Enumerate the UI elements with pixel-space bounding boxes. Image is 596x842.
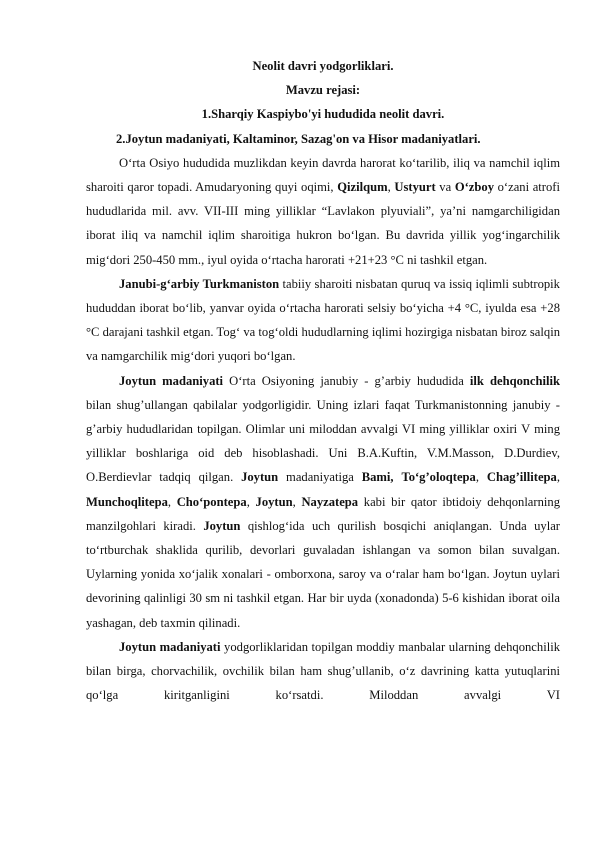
- bold-term: Joytun: [255, 494, 293, 509]
- bold-term: Qizilqum: [337, 180, 388, 195]
- text-run: ,: [292, 494, 302, 509]
- text-run: tabiiy sharoiti nisbatan quruq va issiq iqlimli subtropik hududdan iborat bo‘lib, yanvar oyida o‘rtacha harorati selsiy bo‘yicha +4 °C, iyulda esa +28 °C darajani tashkil etgan. Tog‘ va tog‘oldi hududlarning iqlimi hozirgiga nisbatan biroz salqin va namgarchilik mig‘dori yuqori bo‘lgan.: [86, 276, 560, 364]
- plan-item-1: 1.Sharqiy Kaspiybo'yi hududida neolit davri.: [201, 107, 445, 122]
- bold-term: Joytun: [241, 470, 279, 485]
- bold-term: Munchoqlitepa: [86, 494, 168, 509]
- bold-term: Nayzatepa: [301, 494, 359, 509]
- plan-item-2: 2.Joytun madaniyati, Kaltaminor, Sazag'on va Hisor madaniyatlari.: [116, 131, 481, 146]
- bold-term: Cho‘pontepa: [176, 494, 247, 509]
- bold-term: Bami,: [361, 470, 394, 485]
- text-run: o‘zani atrofi hududlarida mil. avv. VII-III ming yilliklar “Lavlakon plyuviali”, ya’ni namgarchiligidan iborat iliq va namchil iqlim sharoitiga hukron bo‘lgan. Bu davrida yillik yog‘ingarchilik mig‘dori 250-450 mm., iyul oyida o‘rtacha harorati +21+23 °C ni tashkil etgan.: [86, 180, 560, 267]
- paragraph-turkmenistan: [86, 272, 560, 369]
- text-run: kabi bir qator ibtidoiy dehqonlarning manzilgohlari kiradi.: [86, 494, 560, 533]
- bold-term: ilk dehqonchilik: [469, 373, 561, 388]
- bold-term: Joytun madaniyati: [119, 639, 221, 654]
- text-run: qishlog‘ida uch qurilish bosqichi aniqlangan. Unda uylar to‘rtburchak shaklida qurilib, devorlari guvaladan ishlangan va somon bilan suvalgan. Uylarning yonida xo‘jalik xonalari - omborxona, saroy va o‘ralar ham bo‘lgan. Joytun uylari devorining qalinligi 30 sm ni tashkil etgan. Har bir uyda (xonadonda) 5-6 kishidan iborat oila yashagan, deb taxmin qilinadi.: [86, 518, 560, 630]
- paragraph-joytun-findings: [86, 635, 560, 708]
- document-page: [86, 50, 560, 707]
- document-title: Neolit davri yodgorliklari.: [252, 59, 394, 73]
- text-run: ,: [475, 470, 487, 485]
- text-run: ,: [556, 470, 560, 485]
- text-run: ,: [246, 494, 256, 509]
- text-run: O‘rta Osiyo hududida muzlikdan keyin davrda harorat ko‘tarilib, iliq va namchil iqlim sharoiti qaror topadi. Amudaryoning quyi oqimi,: [86, 155, 560, 195]
- text-run: yodgorliklaridan topilgan moddiy manbalar ularning dehqonchilik bilan birga, chorvachilik, ovchilik bilan ham shug’ullanib, o‘z davrining katta yutuqlarini qo‘lga kiritganligini ko‘rsatdi. Miloddan avvalgi VI: [86, 639, 560, 703]
- text-run: bilan shug’ullangan qabilalar yodgorligidir. Uning izlari faqat Turkmanistonning janubiy - g’arbiy hududlaridan topilgan. Olimlar uni miloddan avvalgi VI ming yilliklar oxiri V ming yilliklar boshlariga oid deb hisoblashadi. Uni B.A.Kuftin, V.M.Masson, D.Durdiev, O.Berdievlar tadqiq qilgan.: [86, 397, 560, 485]
- text-run: va: [435, 180, 455, 195]
- text-run: O‘rta Osiyoning janubiy - g’arbiy hududida: [223, 373, 470, 388]
- paragraph-joytun-culture: [86, 369, 560, 635]
- bold-term: Joytun: [203, 518, 241, 533]
- bold-term: Joytun madaniyati: [119, 373, 224, 388]
- plan-heading: Mavzu rejasi:: [285, 83, 361, 98]
- bold-term: To‘g’oloqtepa: [401, 470, 476, 485]
- bold-term: Janubi-g‘arbiy Turkmaniston: [119, 276, 280, 291]
- text-run: madaniyatiga: [278, 470, 362, 485]
- bold-term: O‘zboy: [454, 180, 494, 195]
- paragraph-climate-intro: [86, 151, 560, 272]
- bold-term: Ustyurt: [394, 180, 436, 195]
- text-run: ,: [387, 180, 395, 195]
- text-run: ,: [167, 494, 177, 509]
- bold-term: Chag’illitepa: [486, 470, 557, 485]
